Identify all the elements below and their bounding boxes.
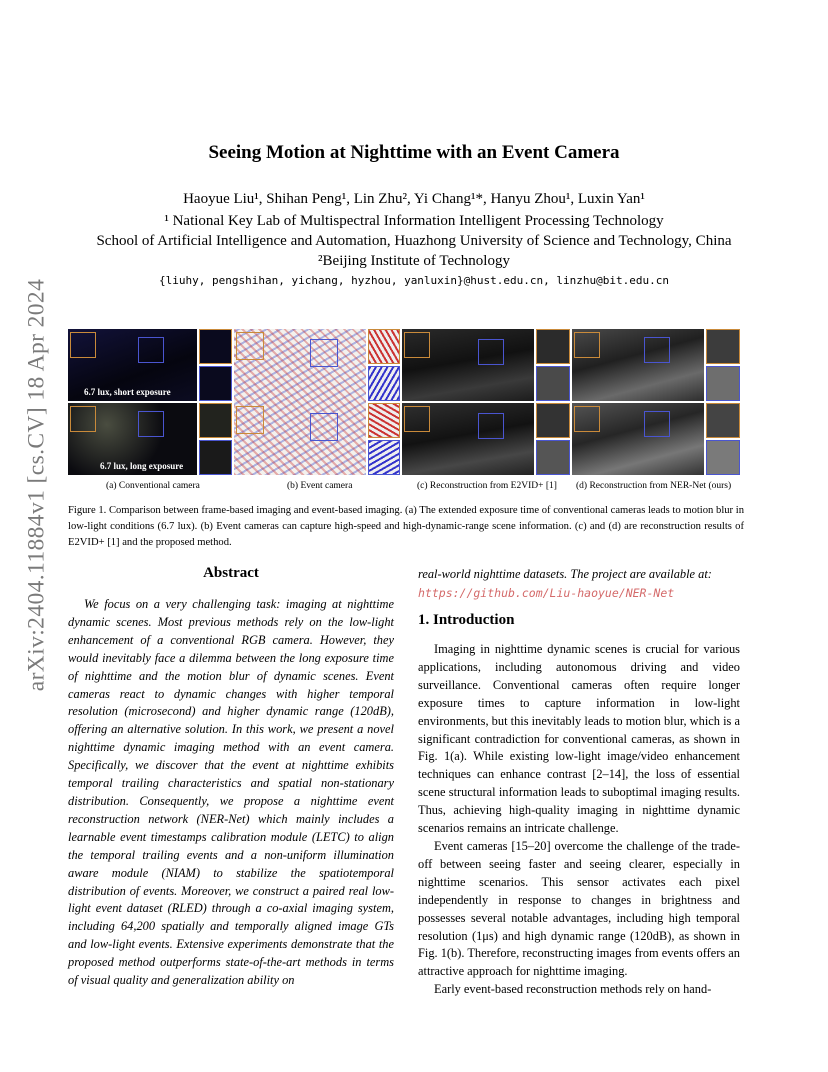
author-list: Haoyue Liu¹, Shihan Peng¹, Lin Zhu², Yi Chang¹*, Hanyu Zhou¹, Luxin Yan¹: [183, 191, 645, 207]
panel-nernet-reconstruction: [572, 329, 740, 475]
zoom-crop: [368, 329, 400, 364]
figure-caption: Figure 1. Comparison between frame-based imaging and event-based imaging. (a) The extended exposure time of conventional cameras leads to motion blur in low-light conditions (6.7 lux). (b) Event cameras can capture high-speed and high-dynamic-range scene information. (c) and (d) are reconstruction results of E2VID+ [1] and the proposed method.: [68, 505, 744, 548]
abstract-continuation-block: [418, 566, 740, 602]
subcaption-d: (d) Reconstruction from NER-Net (ours): [576, 481, 732, 491]
intro-paragraph-1: Imaging in nighttime dynamic scenes is crucial for various applications, including autonomous driving and video surveillance. Conventional cameras often require longer exposure times to capture information in low-light environments, but this inevitably leads to motion blur, which is a significant contradiction for conventional cameras, as shown in Fig. 1(a). While existing low-light image/video enhancement techniques can enhance contrast [2–14], the loss of essential scene structural information leads to suboptimal imaging results. Thus, achieving high-quality imaging in nighttime dynamic scenarios remains an intricate challenge.: [418, 642, 740, 836]
project-link[interactable]: https://github.com/Liu-haoyue/NER-Net: [418, 585, 675, 600]
zoom-crop: [368, 440, 400, 475]
nernet-image-bottom: [572, 403, 704, 475]
affiliation-2: School of Artificial Intelligence and Automation, Huazhong University of Science and Technology, China: [96, 233, 732, 249]
panel-e2vid-reconstruction: [402, 329, 570, 475]
zoom-crop: [706, 440, 740, 475]
author-emails: {liuhy, pengshihan, yichang, hyzhou, yanluxin}@hust.edu.cn, linzhu@bit.edu.cn: [159, 274, 669, 287]
affiliation-1: ¹ National Key Lab of Multispectral Information Intelligent Processing Technology: [164, 213, 664, 229]
event-image: [234, 329, 366, 475]
zoom-crop: [536, 403, 570, 438]
intro-paragraph-3: Early event-based reconstruction methods rely on hand-: [434, 982, 712, 997]
zoom-crop: [536, 366, 570, 401]
panel-conventional-camera: [68, 329, 232, 475]
affiliation-3: ²Beijing Institute of Technology: [318, 253, 510, 269]
long-exposure-label: 6.7 lux, long exposure: [100, 461, 184, 471]
e2vid-image-top: [402, 329, 534, 401]
zoom-crop: [706, 329, 740, 364]
zoom-crop: [536, 440, 570, 475]
arxiv-stamp: [22, 278, 52, 692]
figure-subcaptions: [68, 481, 740, 493]
zoom-crop: [199, 403, 232, 438]
arxiv-stamp-text: arXiv:2404.11884v1 [cs.CV] 18 Apr 2024: [23, 278, 50, 692]
short-exposure-image: [68, 329, 197, 401]
short-exposure-label: 6.7 lux, short exposure: [84, 387, 171, 397]
intro-paragraph-2: Event cameras [15–20] overcome the challenge of the trade-off between seeing faster and seeing clearer, especially in nighttime scenarios. This sensor activates each pixel independently in response to changes in brightness and possesses several notable advantages, including high temporal resolution (1μs) and high dynamic range (120dB), as shown in Fig. 1(b). Therefore, reconstructing images from events offers an attractive approach for nighttime imaging.: [418, 838, 740, 979]
introduction-heading: 1. Introduction: [418, 612, 515, 628]
subcaption-b: (b) Event camera: [287, 481, 353, 491]
figure-1: [68, 329, 740, 475]
long-exposure-image: [68, 403, 197, 475]
panel-event-camera: [234, 329, 400, 475]
zoom-crop: [706, 403, 740, 438]
e2vid-image-bottom: [402, 403, 534, 475]
abstract-continuation: real-world nighttime datasets. The project are available at:: [418, 567, 712, 581]
nernet-image-top: [572, 329, 704, 401]
introduction-body: [418, 641, 740, 999]
zoom-crop: [368, 403, 400, 438]
subcaption-c: (c) Reconstruction from E2VID+ [1]: [417, 481, 557, 491]
zoom-crop: [199, 329, 232, 364]
subcaption-a: (a) Conventional camera: [106, 481, 200, 491]
zoom-crop: [706, 366, 740, 401]
zoom-crop: [199, 366, 232, 401]
abstract-text: We focus on a very challenging task: imaging at nighttime dynamic scenes. Most previous methods rely on the low-light enhancement of a conventional RGB camera. However, they would inevitably face a dilemma between the long exposure time of nighttime and the motion blur of dynamic scenes. Event cameras react to dynamic changes with higher temporal resolution (microsecond) and higher dynamic range (120dB), offering an alternative solution. In this work, we present a novel nighttime dynamic imaging method with an event camera. Specifically, we discover that the event at nighttime exhibits temporal trailing characteristics and spatial non-stationary distribution. Consequently, we propose a nighttime event reconstruction network (NER-Net) which mainly includes a learnable event timestamps calibration module (LETC) to align the temporal trailing events and a non-uniform illumination aware module (NIAM) to stabilize the spatiotemporal distribution of events. Moreover, we construct a paired real low-light event dataset (RLED) through a co-axial imaging system, including 64,200 spatially and temporally aligned image GTs and low-light events. Extensive experiments demonstrate that the proposed method outperforms state-of-the-art methods in terms of visual quality and generalization ability on: [68, 597, 394, 988]
paper-title: Seeing Motion at Nighttime with an Event Camera: [208, 142, 620, 163]
zoom-crop: [536, 329, 570, 364]
zoom-crop: [199, 440, 232, 475]
zoom-crop: [368, 366, 400, 401]
abstract-heading: Abstract: [203, 565, 259, 581]
